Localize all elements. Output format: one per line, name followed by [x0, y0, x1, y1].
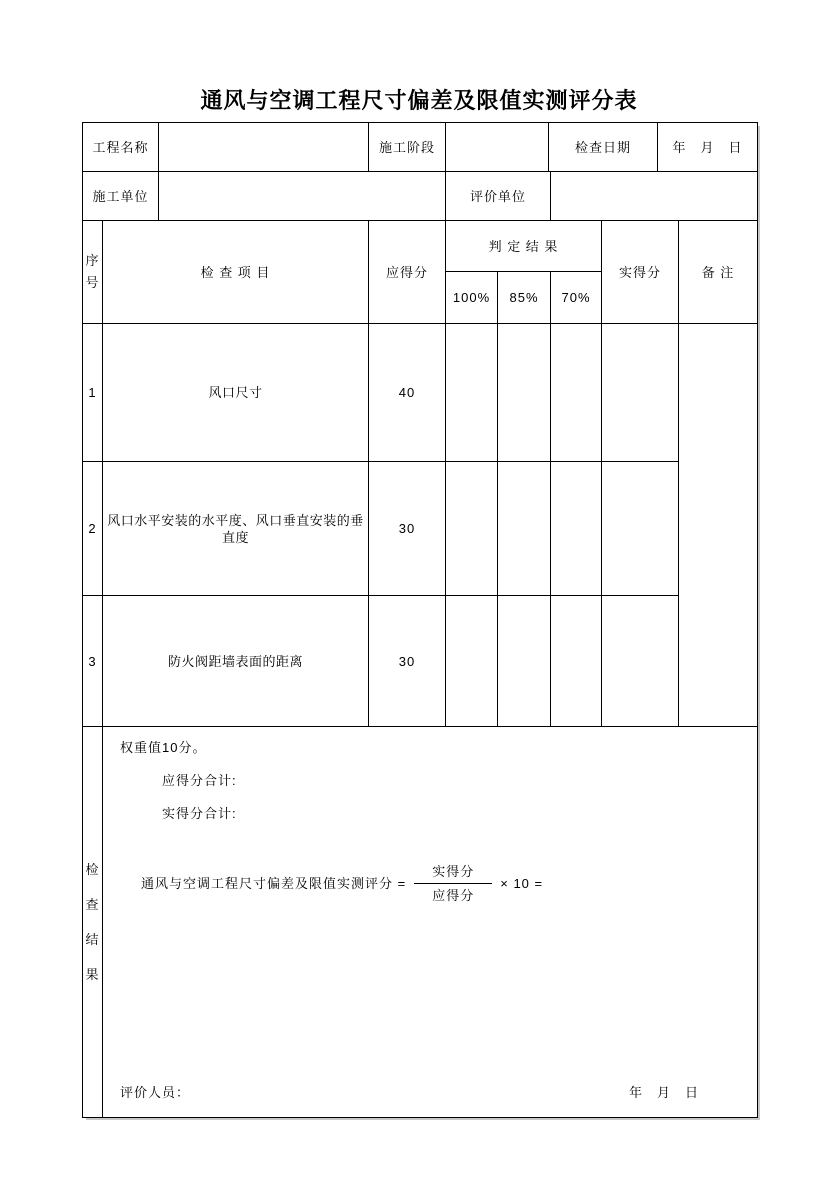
row-judgement-70-cell [551, 596, 602, 726]
info-row-2 [83, 172, 757, 221]
info-row-1 [83, 123, 757, 172]
header-seq [83, 221, 103, 323]
result-section-body [103, 727, 757, 1117]
formula-numerator: 实得分 [414, 863, 492, 884]
table-row [83, 462, 679, 596]
row-expected-score: 40 [369, 324, 446, 461]
table-body-rows [83, 324, 679, 726]
row-judgement-70-cell [551, 462, 602, 595]
signature-date: 年 月 日 [628, 1085, 699, 1100]
formula-fraction [414, 863, 492, 904]
score-table [82, 122, 758, 1118]
row-judgement-100-cell [446, 596, 498, 726]
row-judgement-85-cell [498, 596, 551, 726]
formula-denominator: 应得分 [432, 888, 475, 903]
evaluation-unit-value-cell [551, 172, 757, 220]
evaluators-label: 评价人员： [120, 1085, 191, 1100]
builder-label: 施工单位 [83, 172, 159, 220]
row-judgement-100-cell [446, 462, 498, 595]
evaluation-unit-label: 评价单位 [446, 172, 551, 220]
header-remarks: 备 注 [701, 264, 735, 280]
check-date-value-cell: 年 月 日 [672, 139, 743, 155]
stage-label: 施工阶段 [369, 123, 446, 171]
row-seq: 1 [83, 324, 103, 461]
result-section-label-cell [83, 727, 103, 1117]
signature-row [120, 1084, 699, 1101]
header-level-85: 85% [498, 272, 551, 323]
row-item: 防火阀距墙表面的距离 [103, 596, 369, 726]
header-seq-label: 序号 [85, 253, 100, 290]
row-expected-score: 30 [369, 462, 446, 595]
project-name-label: 工程名称 [83, 123, 159, 171]
header-level-100: 100% [446, 272, 498, 323]
header-expected-score: 应得分 [369, 221, 446, 323]
header-item: 检 查 项 目 [103, 221, 369, 323]
expected-total-label: 应得分合计: [162, 773, 237, 788]
header-judgement-group [446, 221, 602, 323]
table-row [83, 324, 679, 462]
row-seq: 2 [83, 462, 103, 595]
builder-value-cell [159, 172, 446, 220]
row-expected-score: 30 [369, 596, 446, 726]
remarks-merged-cell [679, 324, 757, 726]
row-seq: 3 [83, 596, 103, 726]
table-body [83, 324, 757, 727]
row-item: 风口尺寸 [103, 324, 369, 461]
table-row [83, 596, 679, 726]
page-title: 通风与空调工程尺寸偏差及限值实测评分表 [200, 88, 638, 113]
table-header-row [83, 221, 757, 324]
row-judgement-100-cell [446, 324, 498, 461]
row-actual-score-cell [602, 324, 679, 461]
formula-suffix: × 10 = [500, 876, 544, 891]
actual-total-label: 实得分合计: [162, 806, 237, 821]
stage-value-cell [446, 123, 549, 171]
row-judgement-85-cell [498, 462, 551, 595]
formula-prefix: 通风与空调工程尺寸偏差及限值实测评分 = [141, 876, 407, 891]
header-actual-score: 实得分 [602, 221, 679, 323]
check-date-label: 检查日期 [549, 123, 658, 171]
result-section [83, 727, 757, 1117]
weight-note: 权重值10分。 [120, 740, 207, 755]
row-judgement-70-cell [551, 324, 602, 461]
row-judgement-85-cell [498, 324, 551, 461]
score-formula [141, 863, 543, 904]
result-section-label: 检查结果 [85, 862, 100, 982]
header-judgement-label: 判 定 结 果 [446, 221, 601, 272]
header-judgement-levels [446, 272, 601, 323]
row-actual-score-cell [602, 462, 679, 595]
project-name-value-cell [159, 123, 369, 171]
row-actual-score-cell [602, 596, 679, 726]
row-item: 风口水平安装的水平度、风口垂直安装的垂直度 [103, 462, 369, 595]
header-level-70: 70% [561, 290, 591, 305]
